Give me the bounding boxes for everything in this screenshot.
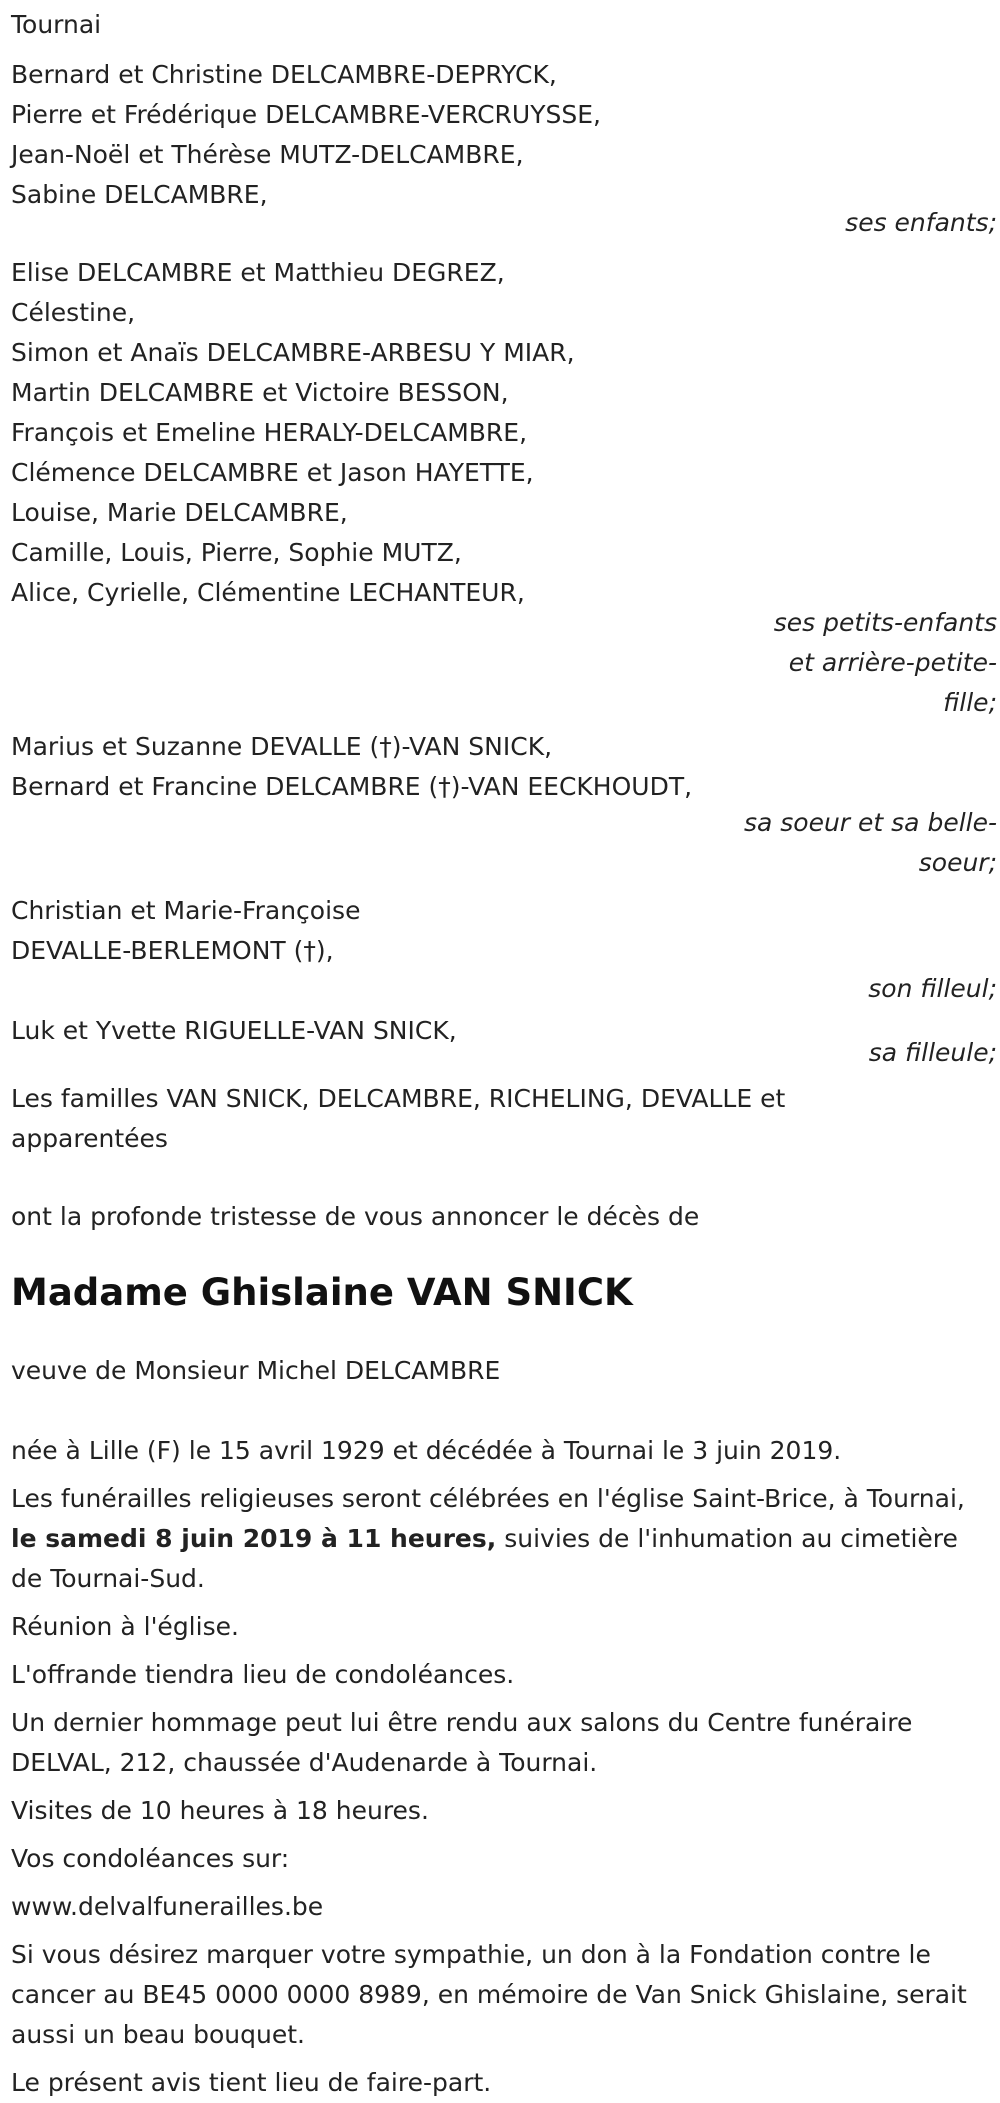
- family-line: Martin DELCAMBRE et Victoire BESSON,: [11, 378, 509, 407]
- funeral-text: Les funérailles religieuses seront célébrées en l'église Saint-Brice, à Tournai,: [11, 1484, 965, 1513]
- funeral-date: le samedi 8 juin 2019 à 11 heures,: [11, 1524, 497, 1553]
- funeral-paragraph: [11, 1479, 996, 1599]
- condolences-label: Vos condoléances sur:: [11, 1844, 290, 1873]
- relation-label: ses petits-enfants: [773, 608, 997, 637]
- family-group-sister: [11, 727, 997, 883]
- family-line: Marius et Suzanne DEVALLE (†)-VAN SNICK,: [11, 732, 553, 761]
- family-line: Louise, Marie DELCAMBRE,: [11, 498, 348, 527]
- families-paragraph: Les familles VAN SNICK, DELCAMBRE, RICHELING, DEVALLE et apparentées: [11, 1084, 786, 1153]
- deceased-name: Madame Ghislaine VAN SNICK: [11, 1271, 633, 1314]
- family-line: Bernard et Christine DELCAMBRE-DEPRYCK,: [11, 60, 557, 89]
- family-group-children: [11, 55, 997, 243]
- family-line: Célestine,: [11, 298, 136, 327]
- family-line: Jean-Noël et Thérèse MUTZ-DELCAMBRE,: [11, 140, 524, 169]
- obituary-notice: [0, 5, 997, 2103]
- family-line: Elise DELCAMBRE et Matthieu DEGREZ,: [11, 258, 505, 287]
- family-group-goddaughter: [11, 1011, 997, 1073]
- website-link[interactable]: www.delvalfunerailles.be: [11, 1892, 324, 1921]
- family-line: Camille, Louis, Pierre, Sophie MUTZ,: [11, 538, 462, 567]
- family-line: Pierre et Frédérique DELCAMBRE-VERCRUYSSE,: [11, 100, 601, 129]
- homage-paragraph: Un dernier hommage peut lui être rendu aux salons du Centre funéraire DELVAL, 212, chaussée d'Audenarde à Tournai.: [11, 1708, 913, 1777]
- visits-text: Visites de 10 heures à 18 heures.: [11, 1796, 429, 1825]
- family-line: Simon et Anaïs DELCAMBRE-ARBESU Y MIAR,: [11, 338, 575, 367]
- relation-label: et arrière-petite-: [788, 648, 997, 677]
- donation-paragraph: Si vous désirez marquer votre sympathie, un don à la Fondation contre le cancer au BE45 0000 0000 8989, en mémoire de Van Snick Ghislaine, serait aussi un beau bouquet.: [11, 1940, 967, 2049]
- offering-text: L'offrande tiendra lieu de condoléances.: [11, 1660, 515, 1689]
- relation-label: soeur;: [918, 848, 997, 877]
- announce-text: ont la profonde tristesse de vous annoncer le décès de: [11, 1202, 700, 1231]
- family-line: Bernard et Francine DELCAMBRE (†)-VAN EECKHOUDT,: [11, 772, 693, 801]
- family-line: Christian et Marie-Françoise: [11, 896, 361, 925]
- closing-text: Le présent avis tient lieu de faire-part.: [11, 2068, 492, 2097]
- funeral-text-end: suivies de l'inhumation au cimetière de Tournai-Sud.: [11, 1524, 958, 1593]
- city-label: Tournai: [11, 10, 102, 39]
- birth-death-text: née à Lille (F) le 15 avril 1929 et décédée à Tournai le 3 juin 2019.: [11, 1436, 842, 1465]
- relation-label: fille;: [943, 688, 997, 717]
- family-line: Alice, Cyrielle, Clémentine LECHANTEUR,: [11, 578, 525, 607]
- relation-label: ses enfants;: [845, 208, 997, 237]
- relation-label: sa soeur et sa belle-: [743, 808, 997, 837]
- family-line: Clémence DELCAMBRE et Jason HAYETTE,: [11, 458, 534, 487]
- relation-label: sa filleule;: [868, 1038, 997, 1067]
- reunion-text: Réunion à l'église.: [11, 1612, 239, 1641]
- family-line: Luk et Yvette RIGUELLE-VAN SNICK,: [11, 1016, 457, 1045]
- relation-label: son filleul;: [868, 974, 997, 1003]
- family-group-godson: [11, 891, 997, 1009]
- family-line: DEVALLE-BERLEMONT (†),: [11, 936, 334, 965]
- family-group-grandchildren: [11, 253, 997, 723]
- widow-of-text: veuve de Monsieur Michel DELCAMBRE: [11, 1356, 501, 1385]
- family-line: François et Emeline HERALY-DELCAMBRE,: [11, 418, 528, 447]
- family-line: Sabine DELCAMBRE,: [11, 180, 268, 209]
